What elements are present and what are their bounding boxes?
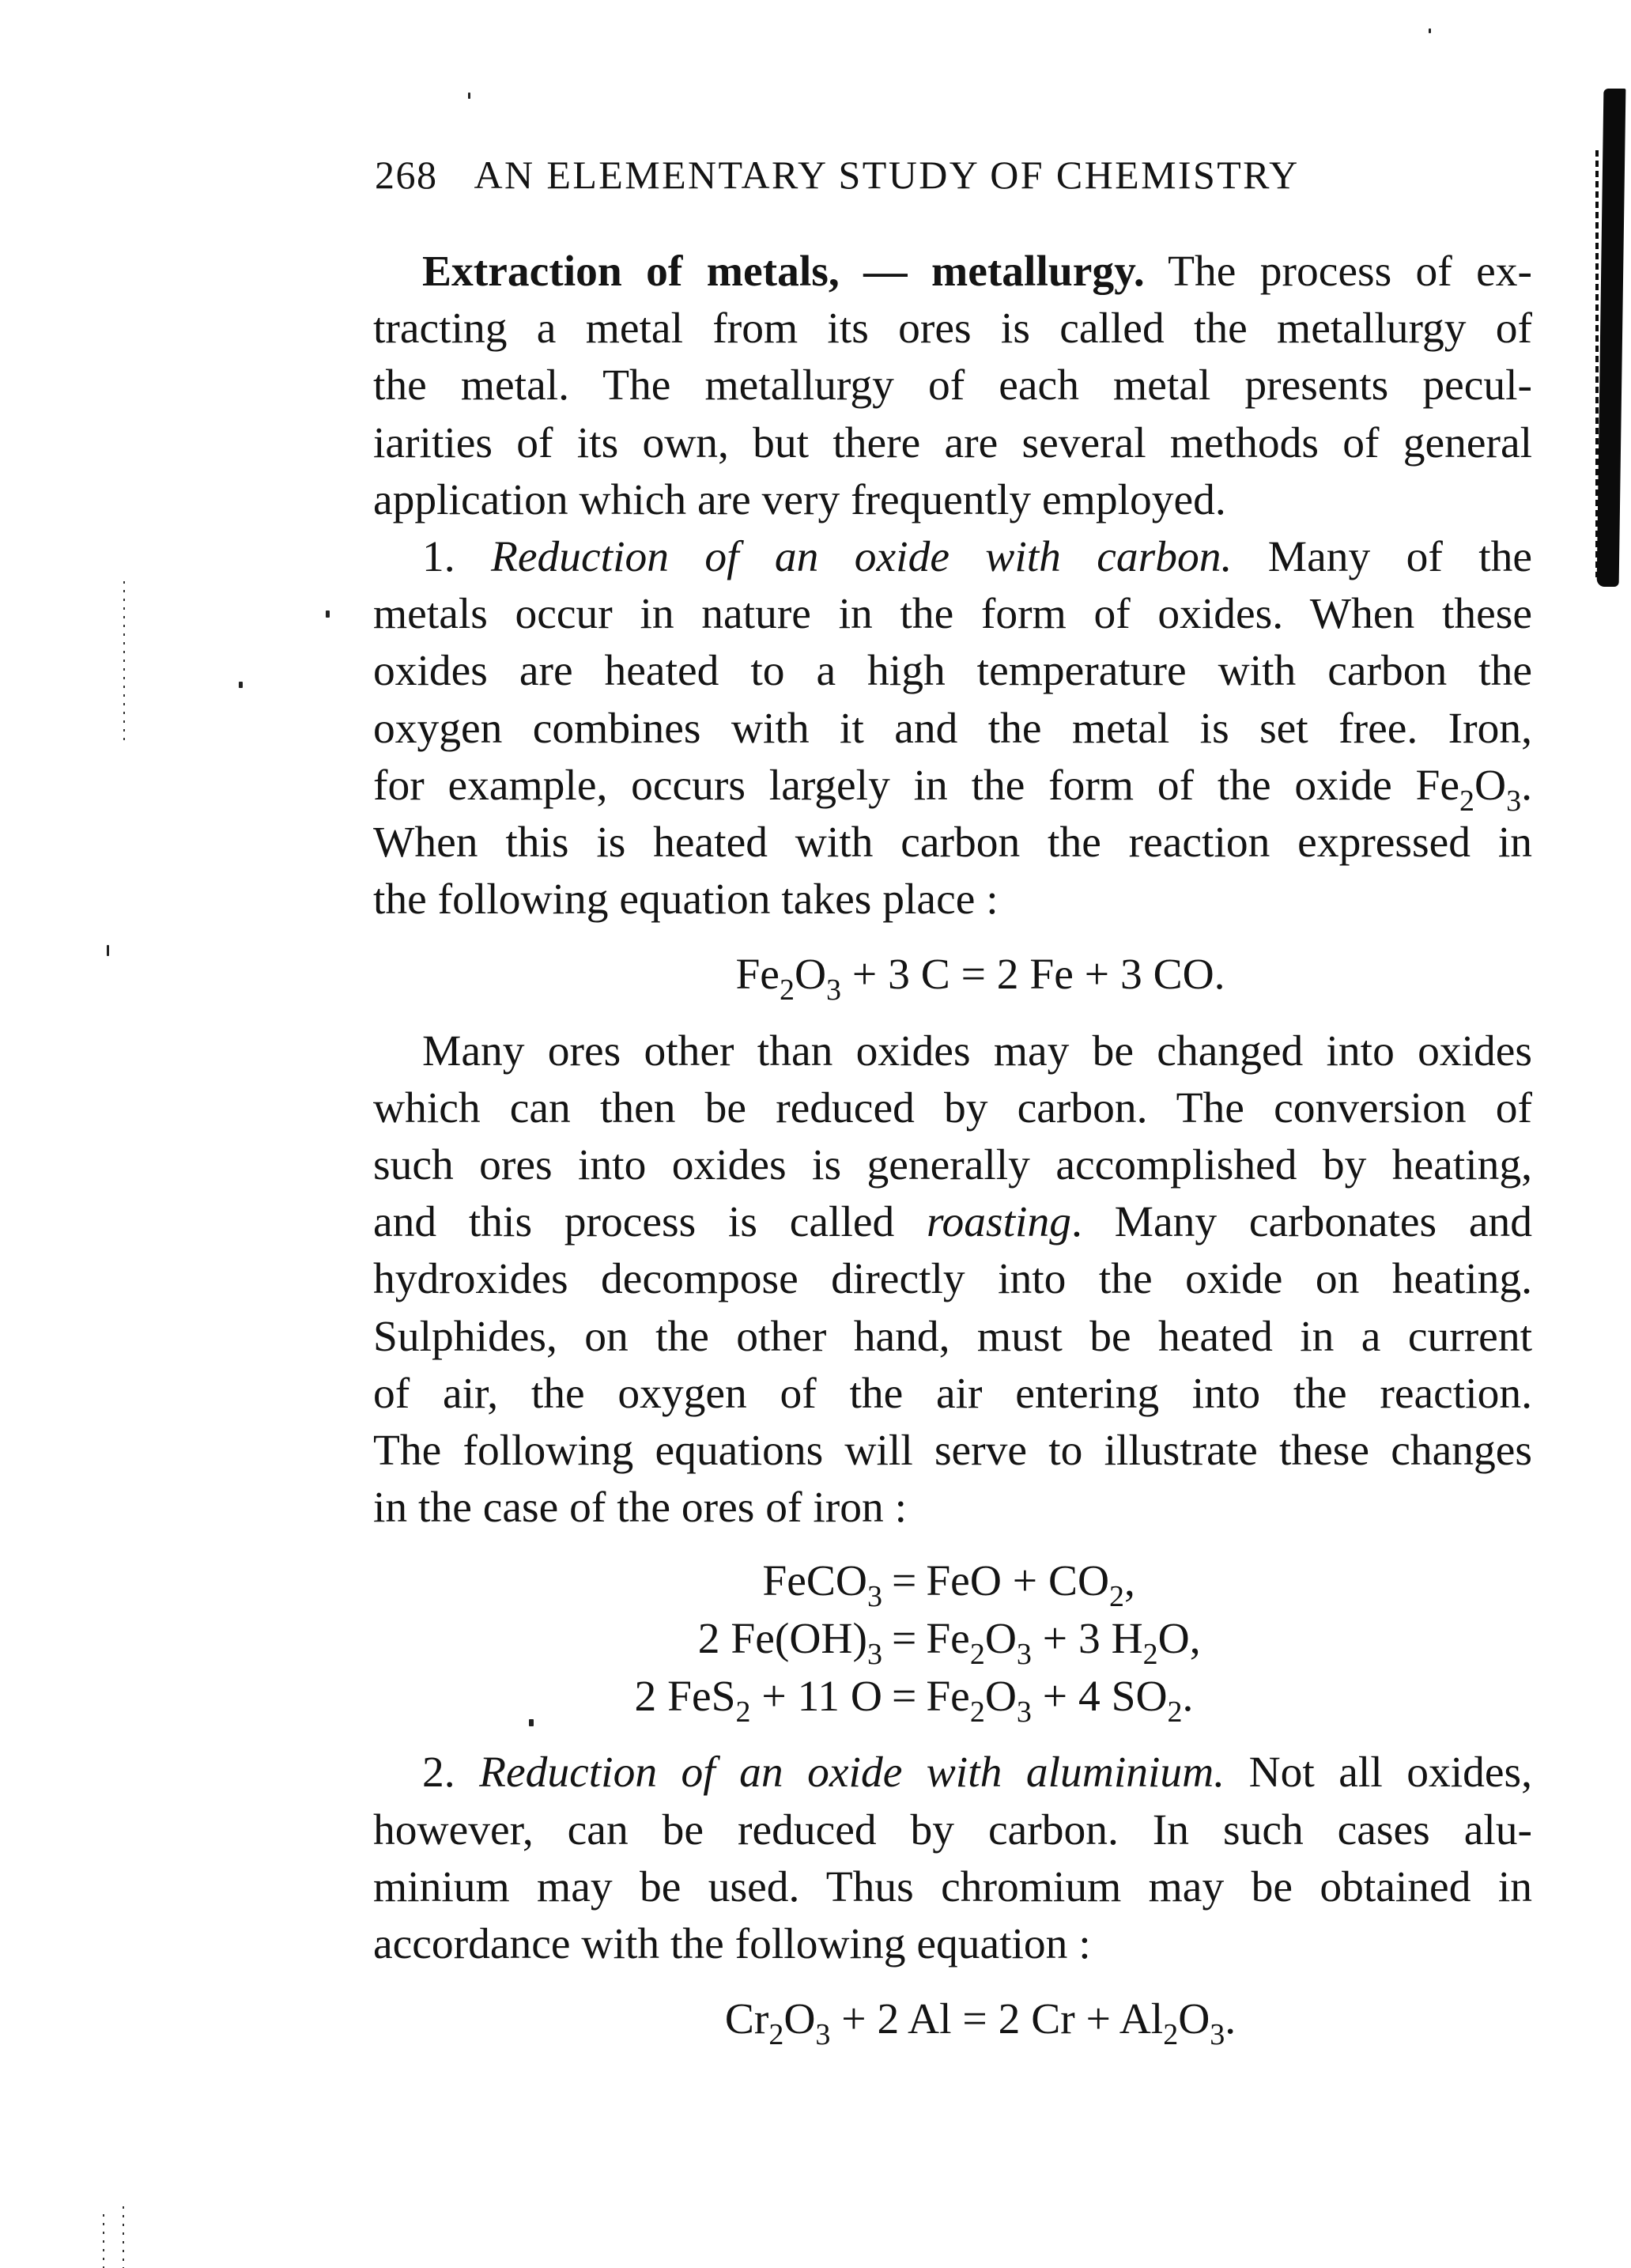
subscript: 2 [1167, 1695, 1183, 1729]
running-title: AN ELEMENTARY STUDY OF CHEMISTRY [474, 153, 1300, 197]
margin-speck-column [123, 2206, 124, 2268]
formula-text: , [1124, 1557, 1135, 1606]
formula-text: Cr [724, 1995, 769, 2044]
text-run: . Many carbonates and [1070, 1198, 1532, 1247]
scan-edge-bar [1597, 89, 1626, 587]
formula-text: 2 Fe(OH) [697, 1615, 867, 1664]
text-run: O [1474, 761, 1507, 810]
text-line: oxides are heated to a high temperature with carbon the [373, 647, 1532, 696]
method-title: Reduction of an oxide with aluminium. [479, 1748, 1225, 1797]
equation-rhs [921, 1668, 1532, 1729]
text-run: for example, occurs largely in the form of the oxide Fe [373, 761, 1460, 810]
formula-text: + 3 C = 2 Fe + 3 CO. [841, 951, 1225, 1000]
text-line: Sulphides, on the other hand, must be heated in a current [373, 1312, 1532, 1361]
text-line: The following equations will serve to illustrate these changes [373, 1427, 1532, 1476]
formula-text: . [1182, 1673, 1194, 1722]
text-line: hydroxides decompose directly into the oxide on heating. [373, 1255, 1532, 1304]
text-line: When this is heated with carbon the reaction expressed in [373, 818, 1532, 868]
term-roasting: roasting [927, 1198, 1071, 1247]
formula-text: Fe [735, 951, 780, 1000]
ink-speck [468, 93, 470, 99]
formula-text: O [984, 1615, 1017, 1664]
scan-edge-shadow [1595, 150, 1599, 577]
method-number: 1. [422, 533, 455, 582]
equals-sign: = [892, 1615, 917, 1664]
paragraph-reduction-carbon [373, 529, 1532, 928]
text-run: Not all oxides, [1225, 1748, 1533, 1797]
text-line: tracting a metal from its ores is called the metallurgy of [373, 304, 1532, 353]
subscript: 2 [969, 1638, 985, 1672]
equation-rhs [921, 1610, 1532, 1672]
text-line: such ores into oxides is generally accomplished by heating, [373, 1141, 1532, 1190]
text-line [373, 1194, 1532, 1251]
text-line: iarities of its own, but there are several methods of general [373, 418, 1532, 467]
subscript: 2 [1459, 784, 1475, 818]
margin-speck-column [103, 2214, 104, 2268]
equation-chromium-aluminium [373, 1991, 1532, 2052]
body-text [373, 244, 1532, 2067]
subscript: 2 [779, 973, 795, 1007]
formula-text: O, [1157, 1615, 1201, 1664]
formula-text: + 2 Al = 2 Cr + Al [830, 1995, 1164, 2044]
section-heading: Extraction of metals, — metallurgy. [422, 248, 1145, 296]
subscript: 3 [826, 973, 842, 1007]
paragraph-reduction-aluminium [373, 1744, 1532, 1973]
formula-text: + 4 SO [1031, 1673, 1168, 1722]
text-line: oxygen combines with it and the metal is set free. Iron, [373, 704, 1532, 753]
text-line [373, 244, 1532, 301]
equation-iron-oxide-carbon [373, 947, 1532, 1007]
page-number: 268 [375, 153, 438, 197]
text-line: Many ores other than oxides may be changed into oxides [422, 1026, 1532, 1075]
equation-lhs [373, 1552, 887, 1614]
text-run: The process of ex- [1144, 248, 1532, 296]
text-line [373, 529, 1532, 586]
formula-text: O [783, 1995, 816, 2044]
subscript: 2 [1142, 1638, 1158, 1672]
formula-text: + 3 H [1031, 1615, 1143, 1664]
text-run: Many of the [1232, 533, 1532, 582]
text-line: in the case of the ores of iron : [373, 1484, 908, 1533]
text-line: minium may be used. Thus chromium may be obtained in [373, 1862, 1532, 1911]
subscript: 2 [735, 1695, 751, 1729]
formula-text: FeO + CO [926, 1557, 1110, 1606]
equals-sign: = [892, 1557, 917, 1606]
subscript: 2 [969, 1695, 985, 1729]
subscript: 3 [1016, 1695, 1032, 1729]
text-line: the following equation takes place : [373, 875, 999, 924]
paragraph-metallurgy-intro [373, 244, 1532, 529]
text-line: metals occur in nature in the form of oxides. When these [373, 590, 1532, 639]
formula-text: 2 FeS [634, 1673, 736, 1722]
ink-speck [107, 945, 109, 956]
equation-lhs [373, 1610, 887, 1672]
equals-sign: = [892, 1673, 917, 1722]
ink-speck [1429, 28, 1431, 33]
subscript: 2 [1109, 1580, 1125, 1614]
formula-text: Fe [926, 1673, 970, 1722]
method-number: 2. [422, 1748, 455, 1797]
subscript: 2 [1163, 2018, 1179, 2052]
formula-text: O [1178, 1995, 1210, 2044]
text-line [373, 758, 1532, 818]
subscript: 3 [867, 1638, 882, 1672]
formula-text: Fe [926, 1615, 970, 1664]
text-line: accordance with the following equation : [373, 1920, 1091, 1969]
ink-speck [326, 610, 330, 618]
text-line: however, can be reduced by carbon. In such cases alu- [373, 1805, 1532, 1854]
text-run: and this process is called [373, 1198, 927, 1247]
subscript: 3 [867, 1580, 882, 1614]
subscript: 2 [768, 2018, 784, 2052]
equation-lhs [373, 1668, 887, 1729]
text-line: the metal. The metallurgy of each metal presents pecul- [373, 361, 1532, 410]
text-run: . [1521, 761, 1532, 810]
equation-rhs [921, 1552, 1532, 1614]
formula-text: O [984, 1673, 1017, 1722]
ink-speck [239, 682, 243, 688]
formula-text: O [794, 951, 827, 1000]
subscript: 3 [1506, 784, 1522, 818]
paragraph-roasting [373, 1023, 1532, 1537]
text-line: which can then be reduced by carbon. The conversion of [373, 1083, 1532, 1132]
text-line: application which are very frequently employed. [373, 475, 1226, 524]
formula-text: + 11 O [750, 1673, 882, 1722]
subscript: 3 [815, 2018, 831, 2052]
formula-text: . [1225, 1995, 1236, 2044]
method-title: Reduction of an oxide with carbon. [491, 533, 1233, 582]
subscript: 3 [1210, 2018, 1225, 2052]
equation-group-iron-ores [373, 1552, 1532, 1729]
running-header [375, 152, 1300, 198]
formula-text: FeCO [762, 1557, 867, 1606]
subscript: 3 [1016, 1638, 1032, 1672]
text-line [373, 1744, 1532, 1801]
margin-speck-column [123, 581, 125, 743]
text-line: of air, the oxygen of the air entering into the reaction. [373, 1369, 1532, 1418]
equation-grid [373, 1552, 1532, 1729]
